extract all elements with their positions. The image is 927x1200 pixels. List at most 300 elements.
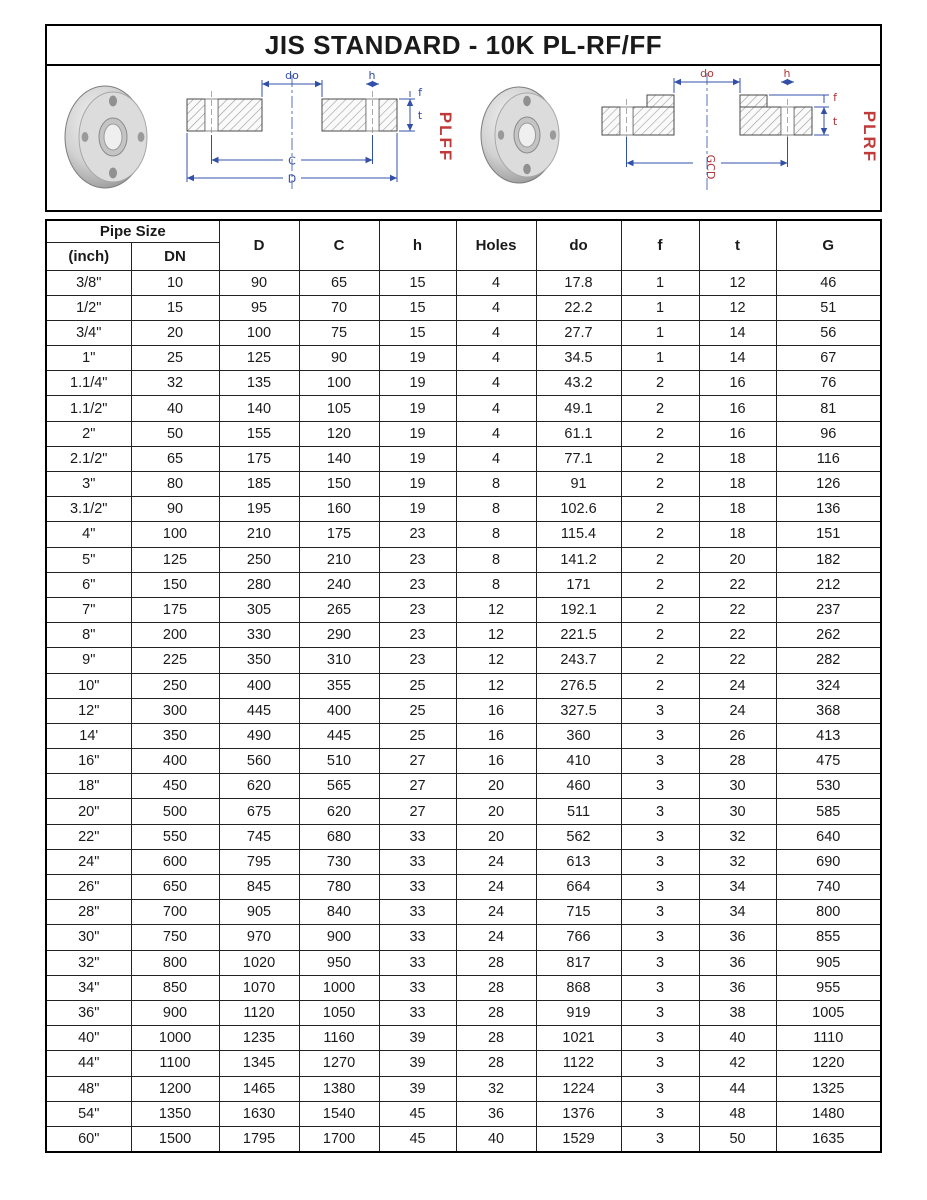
table-cell: 9" [46, 648, 131, 673]
table-cell: 250 [219, 547, 299, 572]
table-cell: 44 [699, 1076, 776, 1101]
table-row [46, 270, 881, 295]
table-cell: 46 [776, 270, 881, 295]
table-cell: 1100 [131, 1051, 219, 1076]
table-cell: 28 [456, 1026, 536, 1051]
table-cell: 56 [776, 320, 881, 345]
table-cell: 151 [776, 522, 881, 547]
header-col-dn: DN [131, 242, 219, 270]
table-cell: 24 [456, 849, 536, 874]
dim-label-t: t [832, 115, 838, 128]
table-cell: 8 [456, 572, 536, 597]
table-cell: 4 [456, 396, 536, 421]
table-cell: 1 [621, 295, 699, 320]
table-row [46, 320, 881, 345]
table-cell: 155 [219, 421, 299, 446]
table-cell: 3 [621, 849, 699, 874]
table-row [46, 522, 881, 547]
table-row [46, 623, 881, 648]
table-cell: 530 [776, 774, 881, 799]
table-cell: 18 [699, 497, 776, 522]
table-cell: 12 [456, 623, 536, 648]
table-cell: 300 [131, 698, 219, 723]
table-cell: 102.6 [536, 497, 621, 522]
table-cell: 36 [699, 950, 776, 975]
table-cell: 81 [776, 396, 881, 421]
table-cell: 39 [379, 1076, 456, 1101]
header-col-D: D [219, 220, 299, 270]
table-cell: 36 [456, 1101, 536, 1126]
table-cell: 19 [379, 421, 456, 446]
table-cell: 33 [379, 1000, 456, 1025]
table-cell: 18 [699, 472, 776, 497]
table-cell: 730 [299, 849, 379, 874]
table-cell: 475 [776, 749, 881, 774]
table-cell: 3/4" [46, 320, 131, 345]
table-cell: 34" [46, 975, 131, 1000]
table-cell: 20" [46, 799, 131, 824]
table-row [46, 1051, 881, 1076]
table-row [46, 648, 881, 673]
table-cell: 3 [621, 1051, 699, 1076]
table-cell: 350 [131, 723, 219, 748]
table-cell: 330 [219, 623, 299, 648]
table-cell: 8 [456, 547, 536, 572]
header-col-holes: Holes [456, 220, 536, 270]
table-cell: 23 [379, 522, 456, 547]
table-cell: 39 [379, 1051, 456, 1076]
table-cell: 4 [456, 371, 536, 396]
table-cell: 28" [46, 900, 131, 925]
table-row [46, 1101, 881, 1126]
header-row-group [46, 220, 881, 242]
table-cell: 1224 [536, 1076, 621, 1101]
table-cell: 171 [536, 572, 621, 597]
table-cell: 115.4 [536, 522, 621, 547]
table-cell: 125 [131, 547, 219, 572]
table-row [46, 421, 881, 446]
table-cell: 16 [699, 371, 776, 396]
table-cell: 1200 [131, 1076, 219, 1101]
table-cell: 210 [299, 547, 379, 572]
table-row [46, 824, 881, 849]
table-cell: 800 [131, 950, 219, 975]
table-cell: 1020 [219, 950, 299, 975]
table-cell: 4 [456, 270, 536, 295]
table-cell: 460 [536, 774, 621, 799]
spec-table-body [46, 270, 881, 1152]
table-cell: 34.5 [536, 346, 621, 371]
table-cell: 1160 [299, 1026, 379, 1051]
table-cell: 200 [131, 623, 219, 648]
table-row [46, 749, 881, 774]
table-cell: 585 [776, 799, 881, 824]
table-cell: 2 [621, 446, 699, 471]
table-cell: 136 [776, 497, 881, 522]
table-cell: 10" [46, 673, 131, 698]
header-col-inch: (inch) [46, 242, 131, 270]
table-cell: 24 [456, 875, 536, 900]
table-cell: 70 [299, 295, 379, 320]
table-cell: 950 [299, 950, 379, 975]
table-cell: 745 [219, 824, 299, 849]
table-cell: 4 [456, 320, 536, 345]
table-cell: 2 [621, 522, 699, 547]
diagram-panel [45, 66, 882, 212]
table-cell: 4" [46, 522, 131, 547]
table-row [46, 1000, 881, 1025]
table-row [46, 472, 881, 497]
header-col-C: C [299, 220, 379, 270]
table-cell: 30 [699, 774, 776, 799]
table-cell: 3 [621, 1126, 699, 1151]
table-cell: 17.8 [536, 270, 621, 295]
table-cell: 22.2 [536, 295, 621, 320]
table-cell: 400 [219, 673, 299, 698]
table-cell: 2 [621, 648, 699, 673]
table-cell: 25 [379, 673, 456, 698]
table-cell: 262 [776, 623, 881, 648]
table-cell: 10 [131, 270, 219, 295]
table-cell: 36 [699, 975, 776, 1000]
table-cell: 613 [536, 849, 621, 874]
table-cell: 90 [219, 270, 299, 295]
table-row [46, 723, 881, 748]
page-title: JIS STANDARD - 10K PL-RF/FF [45, 24, 882, 66]
table-cell: 210 [219, 522, 299, 547]
table-cell: 368 [776, 698, 881, 723]
table-cell: 1 [621, 270, 699, 295]
table-cell: 1070 [219, 975, 299, 1000]
table-cell: 4 [456, 446, 536, 471]
table-cell: 33 [379, 875, 456, 900]
table-cell: 290 [299, 623, 379, 648]
table-cell: 3 [621, 799, 699, 824]
table-cell: 20 [456, 799, 536, 824]
table-cell: 2 [621, 623, 699, 648]
table-cell: 850 [131, 975, 219, 1000]
table-cell: 1122 [536, 1051, 621, 1076]
table-cell: 40" [46, 1026, 131, 1051]
table-cell: 715 [536, 900, 621, 925]
table-cell: 192.1 [536, 597, 621, 622]
table-cell: 5" [46, 547, 131, 572]
table-cell: 221.5 [536, 623, 621, 648]
table-cell: 22" [46, 824, 131, 849]
table-cell: 160 [299, 497, 379, 522]
table-cell: 955 [776, 975, 881, 1000]
table-cell: 90 [299, 346, 379, 371]
table-cell: 1 [621, 346, 699, 371]
table-cell: 900 [131, 1000, 219, 1025]
table-cell: 1529 [536, 1126, 621, 1151]
table-cell: 3 [621, 1000, 699, 1025]
table-cell: 15 [379, 295, 456, 320]
table-cell: 100 [219, 320, 299, 345]
table-cell: 795 [219, 849, 299, 874]
table-cell: 12 [456, 673, 536, 698]
table-cell: 905 [776, 950, 881, 975]
table-cell: 126 [776, 472, 881, 497]
table-cell: 1.1/4" [46, 371, 131, 396]
table-cell: 225 [131, 648, 219, 673]
table-cell: 48 [699, 1101, 776, 1126]
table-cell: 1/2" [46, 295, 131, 320]
table-cell: 664 [536, 875, 621, 900]
table-cell: 243.7 [536, 648, 621, 673]
table-cell: 2 [621, 371, 699, 396]
table-cell: 24 [699, 673, 776, 698]
table-cell: 25 [131, 346, 219, 371]
dim-label-h: h [783, 67, 791, 80]
table-cell: 1000 [299, 975, 379, 1000]
table-cell: 125 [219, 346, 299, 371]
table-cell: 310 [299, 648, 379, 673]
table-cell: 1380 [299, 1076, 379, 1101]
table-cell: 77.1 [536, 446, 621, 471]
table-row [46, 497, 881, 522]
table-cell: 400 [299, 698, 379, 723]
dim-label-t: t [417, 109, 423, 122]
table-cell: 120 [299, 421, 379, 446]
table-cell: 640 [776, 824, 881, 849]
table-cell: 45 [379, 1126, 456, 1151]
table-cell: 24 [456, 925, 536, 950]
table-cell: 27 [379, 774, 456, 799]
flange-diagrams [47, 67, 880, 209]
table-cell: 1700 [299, 1126, 379, 1151]
table-row [46, 900, 881, 925]
table-cell: 22 [699, 623, 776, 648]
table-cell: 48" [46, 1076, 131, 1101]
header-col-do: do [536, 220, 621, 270]
table-cell: 1005 [776, 1000, 881, 1025]
table-cell: 400 [131, 749, 219, 774]
table-cell: 30" [46, 925, 131, 950]
table-cell: 355 [299, 673, 379, 698]
table-cell: 490 [219, 723, 299, 748]
table-cell: 18 [699, 522, 776, 547]
table-cell: 67 [776, 346, 881, 371]
table-cell: 700 [131, 900, 219, 925]
table-cell: 8 [456, 522, 536, 547]
table-cell: 23 [379, 623, 456, 648]
table-cell: 65 [299, 270, 379, 295]
table-cell: 76 [776, 371, 881, 396]
table-cell: 28 [456, 1000, 536, 1025]
table-cell: 800 [776, 900, 881, 925]
table-row [46, 950, 881, 975]
table-cell: 175 [299, 522, 379, 547]
table-cell: 65 [131, 446, 219, 471]
header-col-f: f [621, 220, 699, 270]
table-cell: 7" [46, 597, 131, 622]
table-cell: 970 [219, 925, 299, 950]
table-cell: 1220 [776, 1051, 881, 1076]
table-cell: 61.1 [536, 421, 621, 446]
table-cell: 182 [776, 547, 881, 572]
table-cell: 265 [299, 597, 379, 622]
table-cell: 2 [621, 547, 699, 572]
table-row [46, 799, 881, 824]
table-cell: 1270 [299, 1051, 379, 1076]
table-cell: 12 [699, 295, 776, 320]
table-cell: 905 [219, 900, 299, 925]
table-cell: 360 [536, 723, 621, 748]
table-cell: 45 [379, 1101, 456, 1126]
table-cell: 16 [456, 723, 536, 748]
table-cell: 845 [219, 875, 299, 900]
table-cell: 3 [621, 749, 699, 774]
table-row [46, 572, 881, 597]
table-cell: 282 [776, 648, 881, 673]
table-row [46, 698, 881, 723]
dim-label-do: do [285, 69, 299, 82]
table-cell: 27 [379, 799, 456, 824]
table-cell: 22 [699, 597, 776, 622]
table-cell: 740 [776, 875, 881, 900]
table-cell: 3 [621, 875, 699, 900]
table-row [46, 1026, 881, 1051]
table-cell: 1" [46, 346, 131, 371]
table-cell: 550 [131, 824, 219, 849]
table-cell: 33 [379, 925, 456, 950]
table-cell: 1500 [131, 1126, 219, 1151]
table-cell: 817 [536, 950, 621, 975]
table-cell: 36 [699, 925, 776, 950]
table-cell: 620 [299, 799, 379, 824]
table-cell: 445 [219, 698, 299, 723]
table-cell: 620 [219, 774, 299, 799]
table-cell: 3 [621, 1076, 699, 1101]
table-cell: 38 [699, 1000, 776, 1025]
table-cell: 919 [536, 1000, 621, 1025]
table-cell: 6" [46, 572, 131, 597]
table-cell: 20 [131, 320, 219, 345]
table-cell: 141.2 [536, 547, 621, 572]
table-cell: 3 [621, 774, 699, 799]
table-cell: 2 [621, 421, 699, 446]
header-pipe-size: Pipe Size [46, 220, 219, 242]
spec-table [45, 219, 882, 1153]
table-cell: 3 [621, 900, 699, 925]
table-cell: 25 [379, 723, 456, 748]
table-cell: 3.1/2" [46, 497, 131, 522]
table-cell: 60" [46, 1126, 131, 1151]
table-cell: 54" [46, 1101, 131, 1126]
table-cell: 44" [46, 1051, 131, 1076]
table-row [46, 774, 881, 799]
table-cell: 3" [46, 472, 131, 497]
table-cell: 324 [776, 673, 881, 698]
table-cell: 3 [621, 1101, 699, 1126]
table-cell: 28 [456, 975, 536, 1000]
table-cell: 2 [621, 396, 699, 421]
table-cell: 33 [379, 900, 456, 925]
table-cell: 900 [299, 925, 379, 950]
table-cell: 327.5 [536, 698, 621, 723]
table-cell: 1465 [219, 1076, 299, 1101]
table-cell: 450 [131, 774, 219, 799]
table-row [46, 547, 881, 572]
table-row [46, 396, 881, 421]
table-cell: 15 [379, 320, 456, 345]
table-cell: 135 [219, 371, 299, 396]
table-cell: 185 [219, 472, 299, 497]
table-cell: 25 [379, 698, 456, 723]
table-cell: 1630 [219, 1101, 299, 1126]
table-cell: 12 [699, 270, 776, 295]
table-cell: 445 [299, 723, 379, 748]
table-cell: 4 [456, 295, 536, 320]
table-cell: 100 [131, 522, 219, 547]
table-cell: 1350 [131, 1101, 219, 1126]
flange-front-photo-right [481, 87, 559, 183]
dim-label-c: C [288, 154, 296, 168]
table-cell: 150 [299, 472, 379, 497]
table-cell: 1635 [776, 1126, 881, 1151]
table-cell: 19 [379, 446, 456, 471]
table-cell: 28 [456, 1051, 536, 1076]
table-cell: 27 [379, 749, 456, 774]
table-cell: 12 [456, 648, 536, 673]
table-cell: 30 [699, 799, 776, 824]
dim-label-do: do [700, 67, 714, 80]
table-cell: 1050 [299, 1000, 379, 1025]
dim-label-gcd: GCD [704, 154, 717, 180]
table-cell: 16 [699, 396, 776, 421]
table-cell: 2 [621, 673, 699, 698]
flange-section-drawing-right [602, 67, 838, 191]
table-cell: 3 [621, 975, 699, 1000]
table-cell: 1110 [776, 1026, 881, 1051]
table-cell: 250 [131, 673, 219, 698]
table-cell: 868 [536, 975, 621, 1000]
table-cell: 50 [699, 1126, 776, 1151]
table-cell: 1480 [776, 1101, 881, 1126]
table-cell: 90 [131, 497, 219, 522]
table-cell: 3 [621, 824, 699, 849]
table-cell: 19 [379, 497, 456, 522]
table-cell: 565 [299, 774, 379, 799]
table-cell: 600 [131, 849, 219, 874]
table-cell: 150 [131, 572, 219, 597]
table-cell: 8" [46, 623, 131, 648]
table-cell: 95 [219, 295, 299, 320]
table-cell: 1021 [536, 1026, 621, 1051]
table-cell: 75 [299, 320, 379, 345]
table-cell: 32 [699, 849, 776, 874]
table-cell: 3/8" [46, 270, 131, 295]
table-cell: 23 [379, 597, 456, 622]
table-row [46, 875, 881, 900]
table-row [46, 371, 881, 396]
table-cell: 39 [379, 1026, 456, 1051]
table-cell: 212 [776, 572, 881, 597]
table-cell: 15 [379, 270, 456, 295]
table-row [46, 446, 881, 471]
table-cell: 40 [699, 1026, 776, 1051]
table-cell: 1235 [219, 1026, 299, 1051]
table-cell: 510 [299, 749, 379, 774]
table-cell: 20 [699, 547, 776, 572]
table-cell: 19 [379, 371, 456, 396]
table-cell: 2 [621, 472, 699, 497]
table-cell: 33 [379, 950, 456, 975]
table-cell: 96 [776, 421, 881, 446]
table-cell: 1345 [219, 1051, 299, 1076]
table-cell: 19 [379, 346, 456, 371]
